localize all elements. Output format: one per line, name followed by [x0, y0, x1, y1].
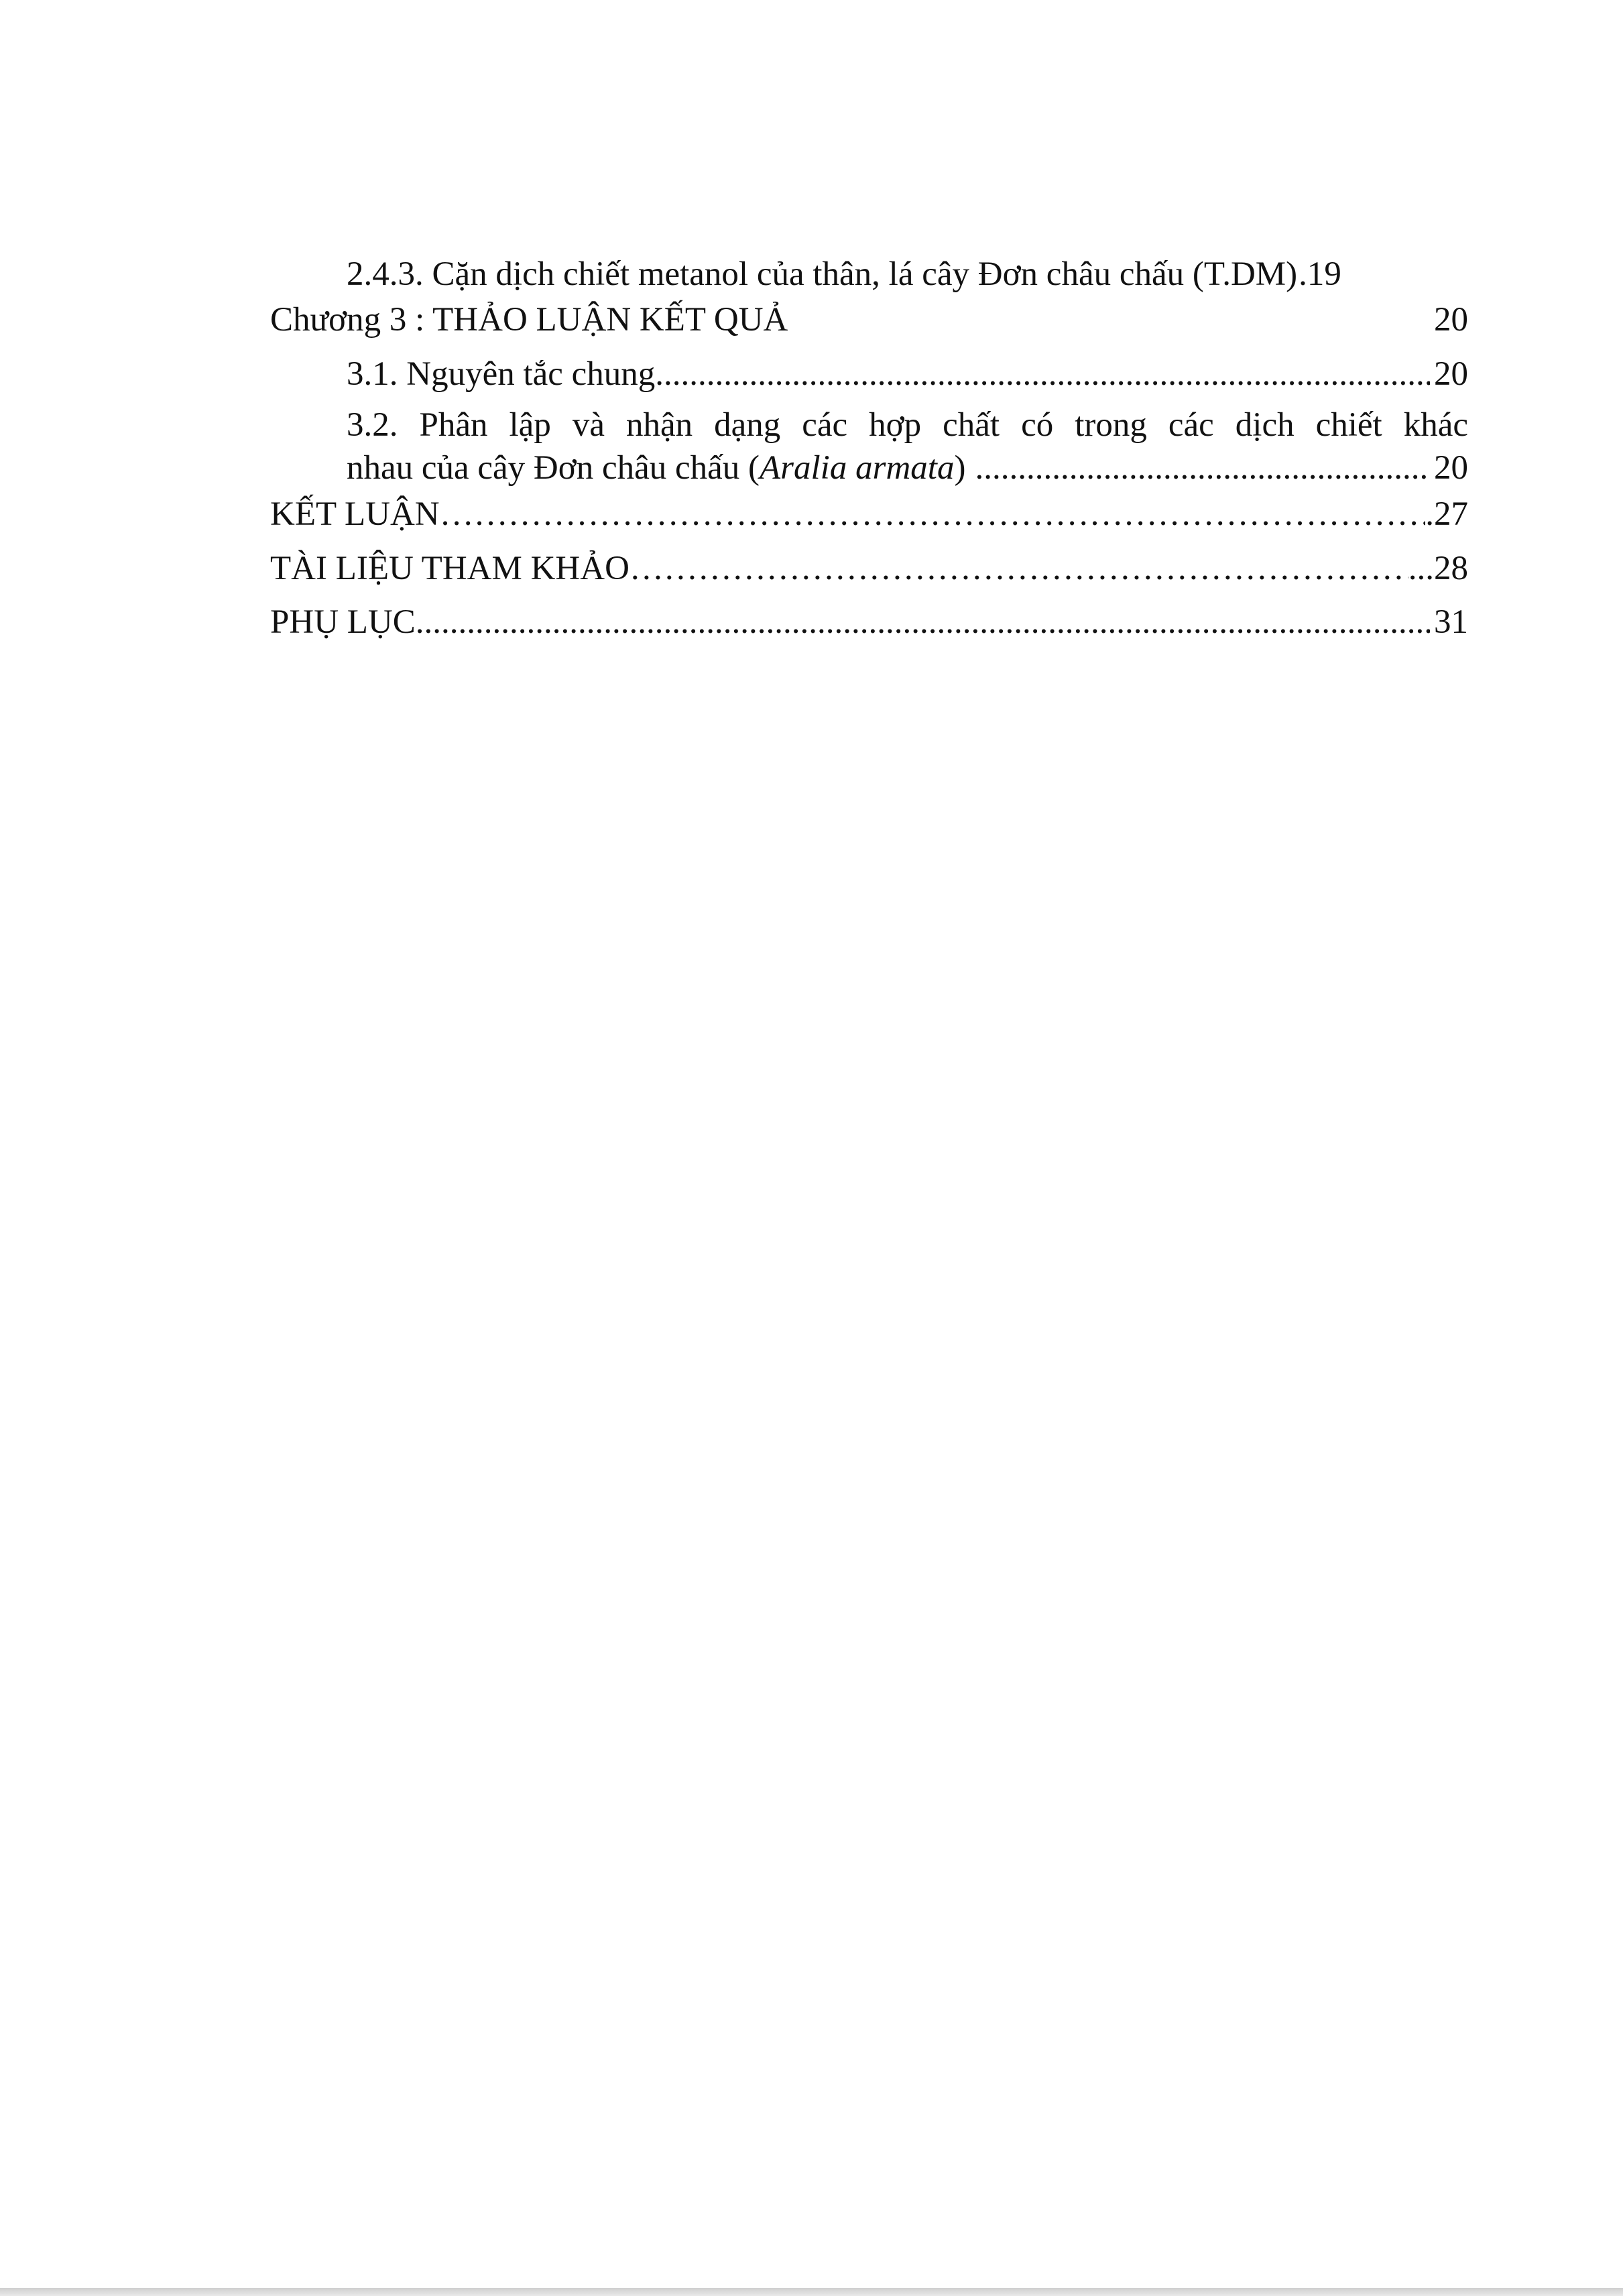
- toc-entry-ket-luan[interactable]: [270, 497, 1468, 535]
- toc-entry-label: Chương 3 : THẢO LUẬN KẾT QUẢ: [270, 301, 788, 339]
- toc-entry-page: 20: [1434, 355, 1468, 393]
- toc-entry-leader: .: [1299, 255, 1307, 293]
- toc-entry-label-suffix: ): [954, 449, 966, 487]
- toc-entry-label-continued: [347, 451, 965, 485]
- toc-entry-label-prefix: nhau của cây Đơn châu chấu (: [347, 449, 760, 487]
- table-of-contents: [270, 255, 1468, 641]
- toc-entry-3-2-line-2[interactable]: [270, 451, 1468, 489]
- toc-entry-label: PHỤ LỤC: [270, 603, 416, 641]
- toc-entry-label: TÀI LIỆU THAM KHẢO: [270, 550, 629, 587]
- toc-entry-page: 28: [1434, 550, 1468, 587]
- toc-entry-label: 2.4.3. Cặn dịch chiết metanol của thân, lá cây Đơn châu chấu (T.DM): [347, 255, 1298, 293]
- toc-entry-label: 3.1. Nguyên tắc chung: [347, 355, 656, 393]
- toc-entry-leader: [416, 605, 1430, 640]
- toc-entry-phu-luc[interactable]: [270, 605, 1468, 643]
- toc-entry-label-italic: Aralia armata: [760, 449, 955, 487]
- toc-entry-leader: [629, 552, 1408, 586]
- toc-entry-3-1[interactable]: [270, 357, 1468, 395]
- toc-entry-leader: [965, 451, 1430, 485]
- toc-entry-page-prefix: ...: [1408, 550, 1434, 587]
- toc-entry-3-2-line-1[interactable]: [270, 408, 1468, 446]
- toc-entry-leader: [440, 497, 1426, 532]
- toc-entry-page: 31: [1434, 603, 1468, 641]
- toc-entry-chapter-3[interactable]: [270, 303, 1468, 341]
- toc-entry-page: 27: [1434, 495, 1468, 533]
- toc-entry-2-4-3[interactable]: [270, 257, 1468, 295]
- toc-entry-label: 3.2. Phân lập và nhận dạng các hợp chất có trong các dịch chiết khác: [347, 406, 1468, 444]
- toc-entry-page: 20: [1434, 301, 1468, 339]
- toc-entry-page: 19: [1307, 255, 1341, 293]
- toc-entry-tai-lieu-tham-khao[interactable]: [270, 552, 1468, 589]
- toc-entry-label: KẾT LUẬN: [270, 495, 440, 533]
- toc-entry-page-prefix: .: [1425, 495, 1434, 533]
- page-bottom-edge: [0, 2288, 1623, 2296]
- toc-entry-leader: [655, 357, 1430, 391]
- toc-entry-page: 20: [1434, 449, 1468, 487]
